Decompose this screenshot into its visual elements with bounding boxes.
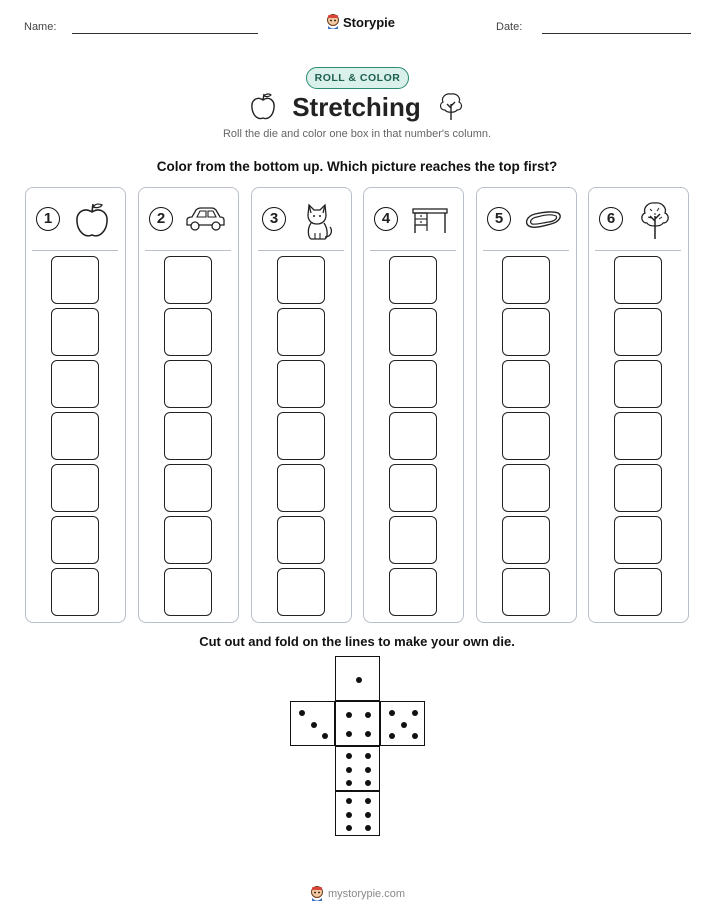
column-divider — [32, 250, 118, 251]
color-box[interactable] — [164, 308, 212, 356]
column-4 — [363, 187, 464, 623]
date-label: Date: — [496, 21, 523, 33]
color-box[interactable] — [164, 256, 212, 304]
die-face-5 — [380, 701, 425, 746]
die-pip — [389, 710, 395, 716]
color-box[interactable] — [389, 360, 437, 408]
storypie-logo — [326, 14, 395, 30]
color-box[interactable] — [502, 464, 550, 512]
column-number: 2 — [149, 207, 173, 231]
subtitle: Roll the die and color one box in that number's column. — [222, 128, 492, 140]
date-line[interactable] — [542, 33, 691, 34]
column-2 — [138, 187, 239, 623]
color-box[interactable] — [502, 568, 550, 616]
color-box[interactable] — [614, 308, 662, 356]
color-box[interactable] — [614, 256, 662, 304]
die-face-6 — [335, 791, 380, 836]
apple-icon — [249, 91, 277, 121]
column-divider — [370, 250, 456, 251]
cat-icon — [296, 198, 340, 242]
storypie-mascot-icon — [326, 14, 340, 30]
color-box[interactable] — [51, 464, 99, 512]
die-face-1 — [335, 656, 380, 701]
footer-url[interactable]: mystorypie.com — [328, 888, 406, 900]
column-1 — [25, 187, 126, 623]
die-pip — [365, 812, 371, 818]
color-box[interactable] — [277, 308, 325, 356]
color-box[interactable] — [389, 568, 437, 616]
column-3 — [251, 187, 352, 623]
color-box[interactable] — [502, 360, 550, 408]
color-box[interactable] — [164, 360, 212, 408]
color-box[interactable] — [164, 568, 212, 616]
color-box[interactable] — [164, 516, 212, 564]
column-divider — [145, 250, 231, 251]
die-pip — [365, 780, 371, 786]
rubber-band-icon — [521, 198, 565, 242]
die-face-4 — [335, 701, 380, 746]
die-face-6 — [335, 746, 380, 791]
die-pip — [412, 710, 418, 716]
die-pip — [346, 731, 352, 737]
color-box[interactable] — [389, 256, 437, 304]
column-number: 6 — [599, 207, 623, 231]
die-pip — [365, 753, 371, 759]
color-box[interactable] — [277, 568, 325, 616]
color-box[interactable] — [51, 412, 99, 460]
column-divider — [595, 250, 681, 251]
die-pip — [389, 733, 395, 739]
die-pip — [356, 677, 362, 683]
color-box[interactable] — [164, 412, 212, 460]
color-box[interactable] — [502, 516, 550, 564]
column-number: 3 — [262, 207, 286, 231]
color-box[interactable] — [614, 516, 662, 564]
name-line[interactable] — [72, 33, 258, 34]
desk-icon — [408, 198, 452, 242]
car-icon — [183, 198, 227, 242]
die-pip — [322, 733, 328, 739]
color-box[interactable] — [389, 308, 437, 356]
die-pip — [346, 767, 352, 773]
logo-text: Storypie — [343, 14, 396, 30]
die-pip — [412, 733, 418, 739]
name-label: Name: — [24, 21, 57, 33]
tree-icon — [437, 90, 465, 122]
tree-icon — [633, 198, 677, 242]
die-pip — [401, 722, 407, 728]
die-pip — [365, 798, 371, 804]
column-6 — [588, 187, 689, 623]
color-box[interactable] — [277, 360, 325, 408]
instruction-top: Color from the bottom up. Which picture reaches the top first? — [156, 159, 558, 174]
die-pip — [365, 712, 371, 718]
color-box[interactable] — [51, 360, 99, 408]
color-box[interactable] — [502, 308, 550, 356]
die-pip — [365, 767, 371, 773]
instruction-bottom: Cut out and fold on the lines to make your own die. — [199, 634, 515, 649]
color-box[interactable] — [502, 256, 550, 304]
column-number: 4 — [374, 207, 398, 231]
color-box[interactable] — [614, 464, 662, 512]
color-box[interactable] — [277, 412, 325, 460]
color-box[interactable] — [389, 464, 437, 512]
die-pip — [299, 710, 305, 716]
activity-badge: ROLL & COLOR — [306, 67, 409, 89]
column-divider — [483, 250, 569, 251]
color-box[interactable] — [277, 516, 325, 564]
die-pip — [346, 712, 352, 718]
color-box[interactable] — [277, 256, 325, 304]
column-divider — [258, 250, 344, 251]
color-box[interactable] — [614, 568, 662, 616]
footer — [310, 886, 405, 902]
die-pip — [311, 722, 317, 728]
page-title: Stretching — [292, 92, 421, 122]
color-box[interactable] — [164, 464, 212, 512]
column-number: 5 — [487, 207, 511, 231]
die-pip — [346, 812, 352, 818]
die-pip — [346, 798, 352, 804]
color-box[interactable] — [389, 412, 437, 460]
color-box[interactable] — [51, 308, 99, 356]
color-box[interactable] — [389, 516, 437, 564]
die-face-3 — [290, 701, 335, 746]
die-pip — [346, 825, 352, 831]
color-box[interactable] — [51, 568, 99, 616]
column-5 — [476, 187, 577, 623]
die-pip — [365, 731, 371, 737]
storypie-mascot-icon — [310, 886, 324, 902]
color-box[interactable] — [502, 412, 550, 460]
color-box[interactable] — [614, 360, 662, 408]
color-box[interactable] — [51, 516, 99, 564]
die-pip — [365, 825, 371, 831]
column-number: 1 — [36, 207, 60, 231]
color-box[interactable] — [614, 412, 662, 460]
color-box[interactable] — [277, 464, 325, 512]
die-pip — [346, 753, 352, 759]
die-pip — [346, 780, 352, 786]
apple-icon — [70, 198, 114, 242]
color-box[interactable] — [51, 256, 99, 304]
